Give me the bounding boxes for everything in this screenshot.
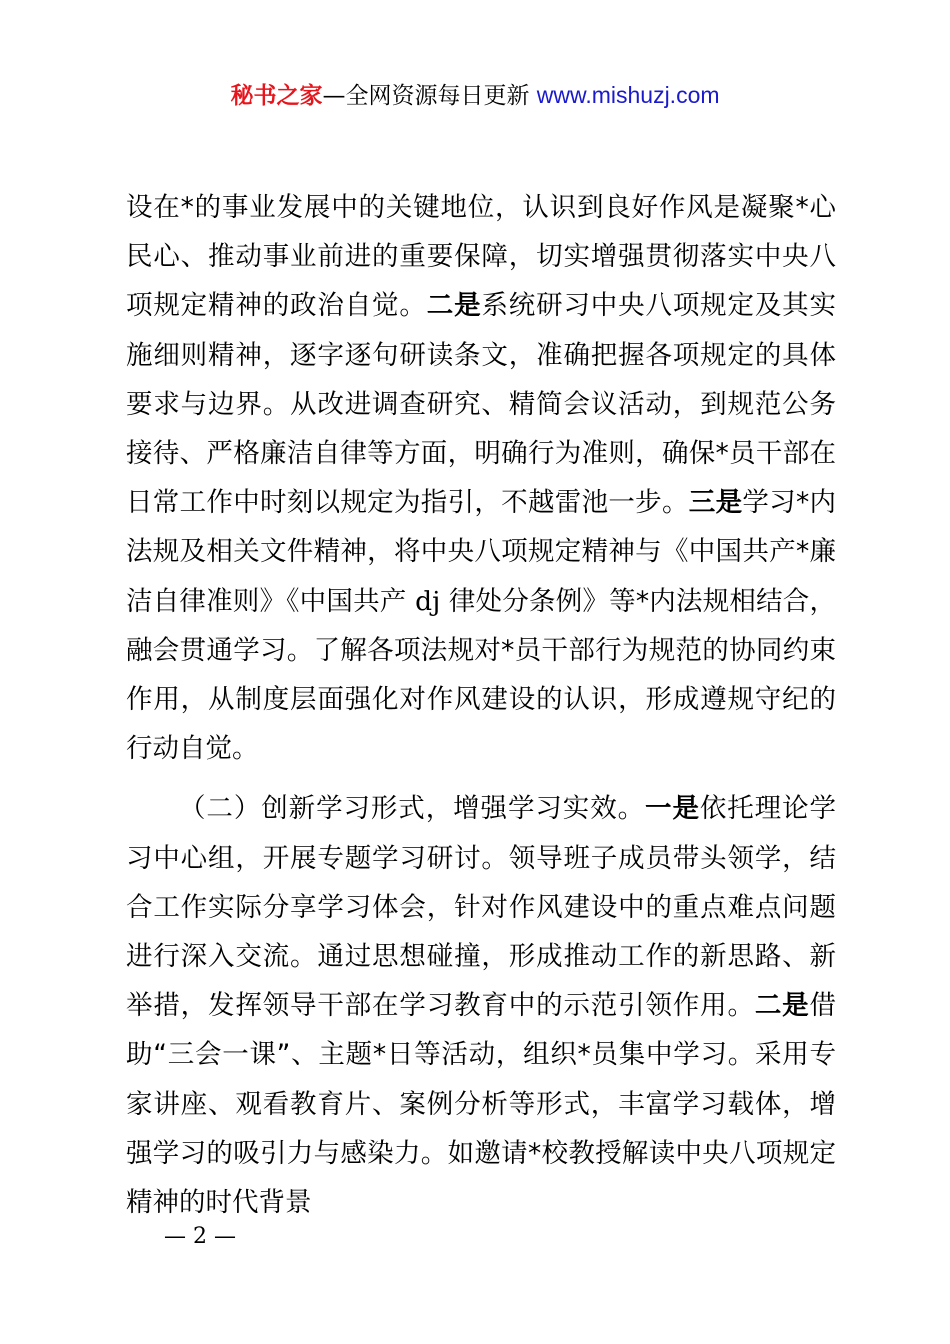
- site-banner: [0, 78, 950, 113]
- paragraph-text: 依托理论学习中心组，开展专题学习研讨。领导班子成员带头领学，结合工作实际分享学习体会，针对作风建设中的重点难点问题进行深入交流。通过思想碰撞，形成推动工作的新思路、新举措，发挥领导干部在学习教育中的示范引领作用。: [126, 793, 837, 1022]
- banner-tagline: —全网资源每日更新: [322, 83, 530, 109]
- section-heading: （二）创新学习形式，增强学习实效。: [179, 793, 646, 825]
- paragraph-text: 学习*内法规及相关文件精神，将中央八项规定精神与《中国共产*廉洁自律准则》《中国共产: [126, 487, 837, 617]
- paragraph-text: 系统研习中央八项规定及其实施细则精神，逐字逐句研读条文，准确把握各项规定的具体要求与边界。从改进调查研究、精简会议活动，到规范公务接待、严格廉洁自律等方面，明确行为准则，确保*员干部在日常工作中时刻以规定为指引，不越雷池一步。: [126, 290, 837, 519]
- page-number: — 2 —: [164, 1224, 236, 1249]
- paragraph-text: 设在*的事业发展中的关键地位，认识到良好作风是凝聚*心民心、推动事业前进的重要保障，切实增强贯彻落实中央八项规定精神的政治自觉。: [126, 192, 836, 322]
- bold-marker: 一是: [645, 793, 700, 825]
- brand-name: 秘书之家: [230, 83, 323, 109]
- paragraph-text: 律处分条例》等*内法规相结合，融会贯通学习。了解各项法规对*员干部行为规范的协同约束作用，从制度层面强化对作风建设的认识，形成遵规守纪的行动自觉。: [126, 585, 837, 765]
- section-paragraph: [126, 784, 836, 1227]
- paragraph-continued: [126, 183, 836, 773]
- bold-marker: 二是: [426, 290, 482, 322]
- paragraph-text: 借助“三会一课”、主题*日等活动，组织*员集中学习。采用专家讲座、观看教育片、案例分析等形式，丰富学习载体，增强学习的吸引力与感染力。如邀请*校教授解读中央八项规定精神的时代背景: [126, 990, 837, 1219]
- document-body: [126, 183, 836, 1227]
- bold-marker: 三是: [688, 487, 743, 519]
- bold-marker: 二是: [754, 990, 810, 1022]
- site-url[interactable]: www.mishuzj.com: [536, 82, 720, 108]
- latin-fragment: dj: [406, 585, 449, 617]
